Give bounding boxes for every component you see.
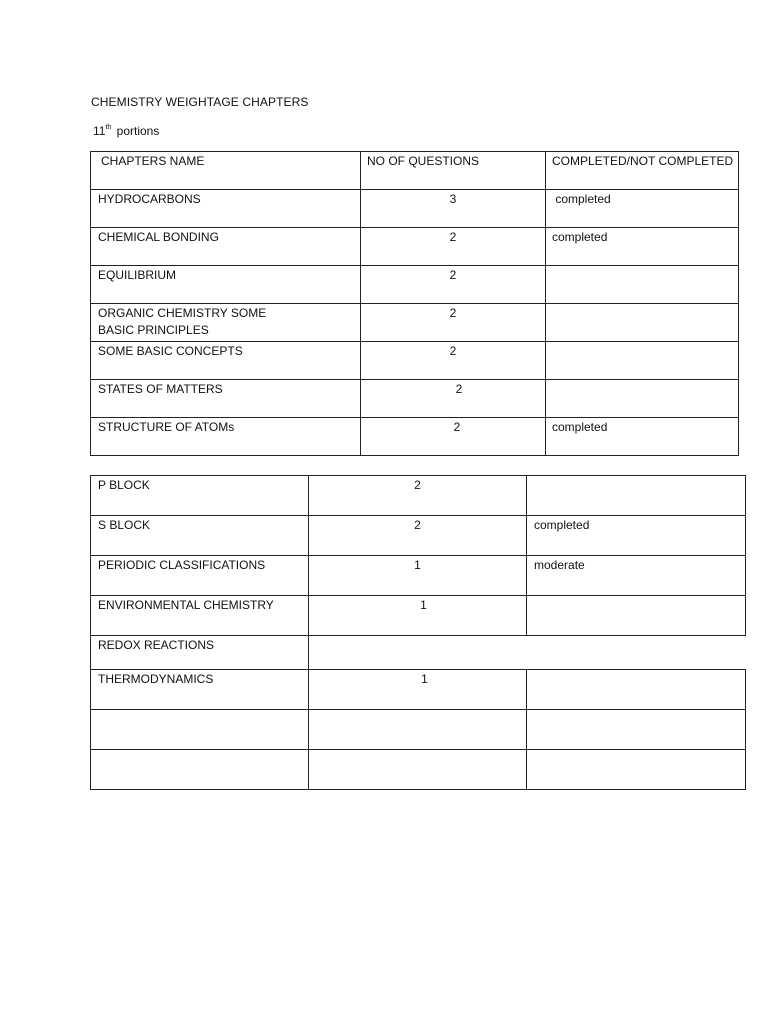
subtitle-number: 11	[93, 124, 106, 138]
questions-cell: 3	[361, 190, 546, 228]
subtitle	[93, 124, 159, 138]
status-cell	[527, 710, 746, 750]
table-row	[91, 266, 739, 304]
questions-cell: 2	[361, 266, 546, 304]
table-row	[91, 228, 739, 266]
chapter-cell: THERMODYNAMICS	[91, 670, 309, 710]
questions-cell: 2	[361, 418, 546, 456]
header-chapters-name: CHAPTERS NAME	[91, 152, 361, 190]
questions-cell: 1	[309, 596, 527, 636]
subtitle-text: portions	[113, 124, 160, 138]
status-cell	[546, 304, 739, 342]
chapter-cell: HYDROCARBONS	[91, 190, 361, 228]
questions-cell: 2	[361, 342, 546, 380]
chapter-cell: ORGANIC CHEMISTRY SOME BASIC PRINCIPLES	[91, 304, 361, 342]
chapter-cell: CHEMICAL BONDING	[91, 228, 361, 266]
table-row	[91, 418, 739, 456]
chapter-cell: S BLOCK	[91, 516, 309, 556]
status-cell: completed	[546, 418, 739, 456]
table-row	[91, 304, 739, 342]
table-row	[91, 636, 746, 670]
chapter-cell	[91, 750, 309, 790]
status-cell	[527, 476, 746, 516]
status-cell: completed	[546, 190, 739, 228]
status-cell	[527, 670, 746, 710]
table-row	[91, 342, 739, 380]
header-status: COMPLETED/NOT COMPLETED	[546, 152, 739, 190]
table-row	[91, 596, 746, 636]
questions-cell: 2	[361, 228, 546, 266]
status-cell	[546, 266, 739, 304]
table-row	[91, 380, 739, 418]
questions-cell: 2	[309, 516, 527, 556]
questions-cell: 2	[361, 304, 546, 342]
chapters-table-continued	[90, 475, 746, 790]
chapter-cell: ENVIRONMENTAL CHEMISTRY	[91, 596, 309, 636]
table-row	[91, 556, 746, 596]
chapters-table-11th	[90, 151, 739, 456]
status-cell	[527, 596, 746, 636]
questions-cell: 1	[309, 670, 527, 710]
status-cell	[546, 342, 739, 380]
chapter-cell: EQUILIBRIUM	[91, 266, 361, 304]
questions-cell: 1	[309, 556, 527, 596]
table-row	[91, 190, 739, 228]
status-cell	[546, 380, 739, 418]
table-row	[91, 750, 746, 790]
subtitle-superscript: th	[105, 124, 112, 131]
chapter-cell: REDOX REACTIONS	[91, 636, 309, 670]
header-no-of-questions: NO OF QUESTIONS	[361, 152, 546, 190]
empty-merged-cell	[309, 636, 746, 670]
chapter-cell: STRUCTURE OF ATOMs	[91, 418, 361, 456]
chapter-cell: P BLOCK	[91, 476, 309, 516]
questions-cell: 2	[361, 380, 546, 418]
chapter-cell: STATES OF MATTERS	[91, 380, 361, 418]
table-row	[91, 670, 746, 710]
table-row	[91, 476, 746, 516]
table-row	[91, 710, 746, 750]
status-cell: completed	[527, 516, 746, 556]
questions-cell: 2	[309, 476, 527, 516]
chapter-cell: PERIODIC CLASSIFICATIONS	[91, 556, 309, 596]
page-title: CHEMISTRY WEIGHTAGE CHAPTERS	[91, 95, 309, 109]
questions-cell	[309, 710, 527, 750]
questions-cell	[309, 750, 527, 790]
table-header-row	[91, 152, 739, 190]
status-cell: moderate	[527, 556, 746, 596]
chapter-cell: SOME BASIC CONCEPTS	[91, 342, 361, 380]
status-cell	[527, 750, 746, 790]
status-cell: completed	[546, 228, 739, 266]
table-row	[91, 516, 746, 556]
chapter-cell	[91, 710, 309, 750]
